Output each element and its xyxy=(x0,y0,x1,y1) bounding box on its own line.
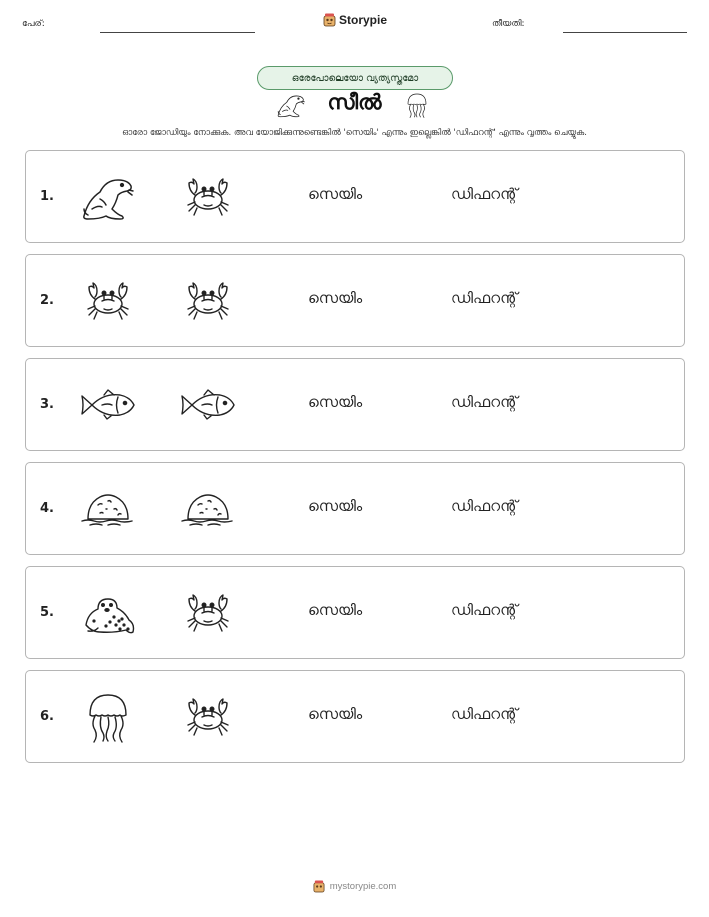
different-option[interactable]: ഡിഫറന്റ് xyxy=(451,497,518,515)
rock-icon xyxy=(178,481,238,537)
footer-url[interactable]: mystorypie.com xyxy=(329,881,397,892)
instructions-text: ഓരോ ജോഡിയും നോക്കുക. അവ യോജിക്കുന്നുണ്ടെങ്കിൽ 'സെയിം' എന്നും ഇല്ലെങ്കിൽ 'ഡിഫറന്റ്' എന്നും വൃത്തം ചെയ്യുക. xyxy=(122,128,587,138)
crab-icon xyxy=(178,169,238,225)
question-number: 4. xyxy=(40,501,54,516)
brand-name: Storypie xyxy=(339,13,388,27)
rock-icon xyxy=(78,481,138,537)
question-row xyxy=(25,462,685,555)
jellyfish-icon xyxy=(78,689,138,745)
same-option[interactable]: സെയിം xyxy=(308,601,363,619)
page-footer xyxy=(0,880,709,893)
jellyfish-icon xyxy=(402,89,432,121)
same-option[interactable]: സെയിം xyxy=(308,185,363,203)
name-label: പേര്: xyxy=(22,19,45,29)
different-option[interactable]: ഡിഫറന്റ് xyxy=(451,289,518,307)
different-option[interactable]: ഡിഫറന്റ് xyxy=(451,705,518,723)
question-row xyxy=(25,150,685,243)
storypie-mascot-icon xyxy=(313,880,325,893)
storypie-mascot-icon xyxy=(323,13,336,27)
question-number: 3. xyxy=(40,397,54,412)
question-list xyxy=(25,150,685,774)
question-row xyxy=(25,358,685,451)
same-option[interactable]: സെയിം xyxy=(308,705,363,723)
worksheet-header xyxy=(0,0,709,50)
different-option[interactable]: ഡിഫറന്റ് xyxy=(451,601,518,619)
crab-icon xyxy=(178,689,238,745)
question-number: 2. xyxy=(40,293,54,308)
question-number: 6. xyxy=(40,709,54,724)
different-option[interactable]: ഡിഫറന്റ് xyxy=(451,393,518,411)
crab-icon xyxy=(178,585,238,641)
question-row xyxy=(25,254,685,347)
question-number: 5. xyxy=(40,605,54,620)
question-row xyxy=(25,670,685,763)
different-option[interactable]: ഡിഫറന്റ് xyxy=(451,185,518,203)
crab-icon xyxy=(178,273,238,329)
title-row xyxy=(0,88,709,122)
fish-icon xyxy=(178,377,238,433)
same-option[interactable]: സെയിം xyxy=(308,289,363,307)
question-number: 1. xyxy=(40,189,54,204)
question-row xyxy=(25,566,685,659)
seal-icon xyxy=(78,169,138,225)
fish-icon xyxy=(78,377,138,433)
same-option[interactable]: സെയിം xyxy=(308,497,363,515)
brand-logo xyxy=(323,13,387,27)
same-option[interactable]: സെയിം xyxy=(308,393,363,411)
page-title: സീൽ xyxy=(327,90,382,114)
date-label: തീയതി: xyxy=(492,19,525,29)
spotted-seal-icon xyxy=(78,585,138,641)
crab-icon xyxy=(78,273,138,329)
date-field-line[interactable] xyxy=(563,32,687,33)
activity-badge: ഒരേപോലെയോ വ്യത്യസ്തമോ xyxy=(257,66,453,90)
name-field-line[interactable] xyxy=(100,32,255,33)
